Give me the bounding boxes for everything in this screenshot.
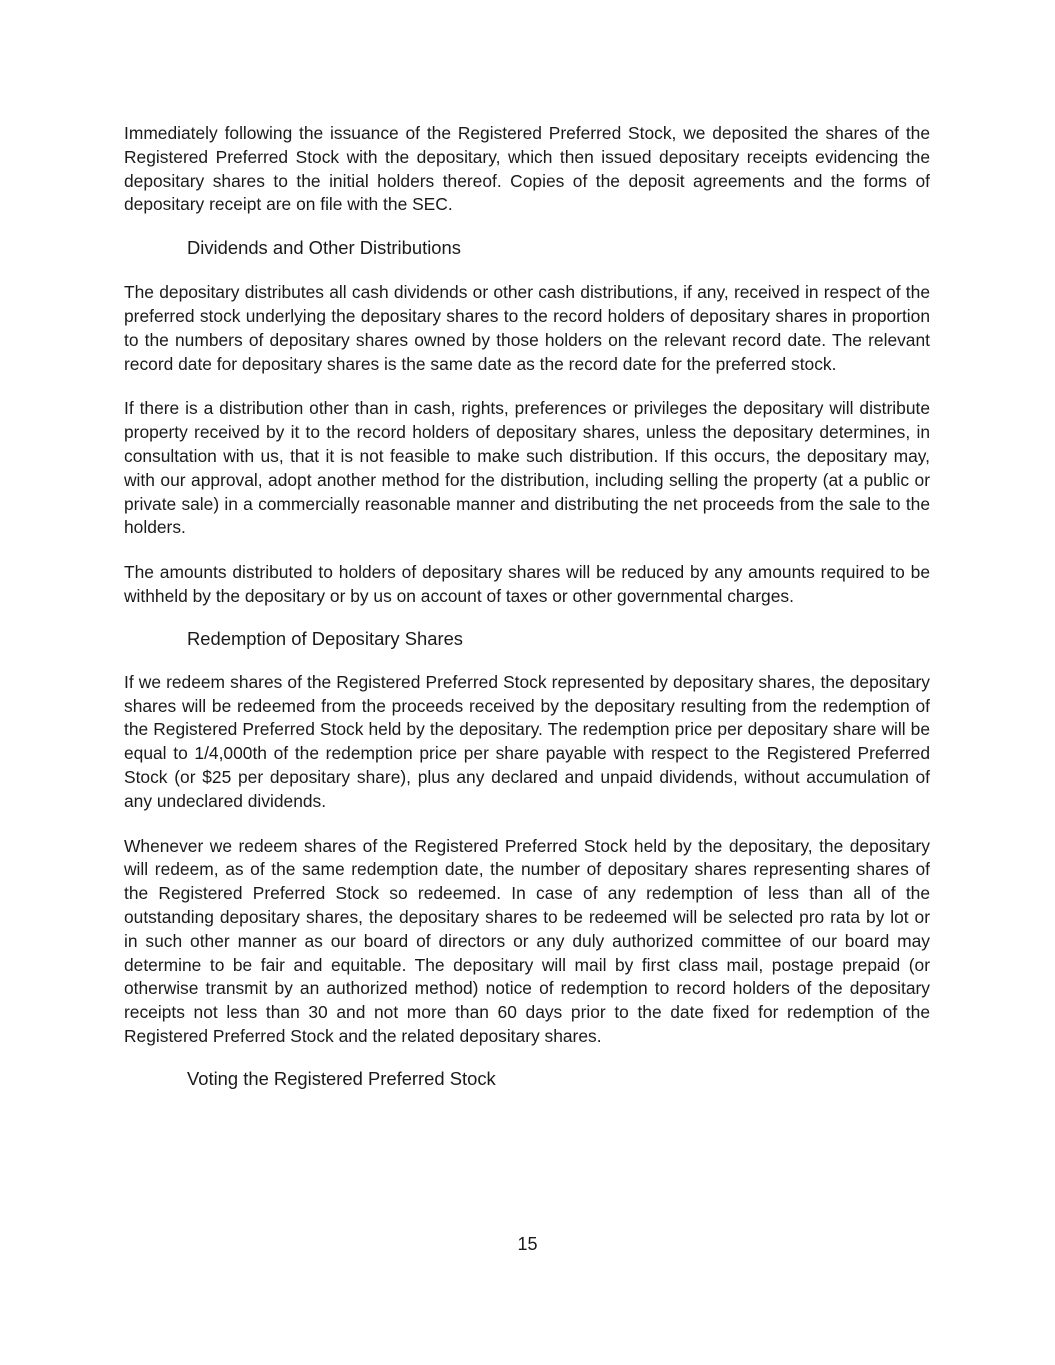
redemption-paragraph-2: Whenever we redeem shares of the Registered Preferred Stock held by the depositary, the depositary will redeem, as of the same redemption date, the number of depositary shares representing shares of the Registered Preferred Stock so redeemed. In case of any redemption of less than all of the outstanding depositary shares, the depositary shares to be redeemed will be selected pro rata by lot or in such other manner as our board of directors or any duly authorized committee of our board may determine to be fair and equitable. The depositary will mail by first class mail, postage prepaid (or otherwise transmit by an authorized method) notice of redemption to record holders of the depositary receipts not less than 30 and not more than 60 days prior to the date fixed for redemption of the Registered Preferred Stock and the related depositary shares. [124,835,930,1046]
intro-paragraph: Immediately following the issuance of the Registered Preferred Stock, we deposited the shares of the Registered Preferred Stock with the depositary, which then issued depositary receipts evidencing the depositary shares to the initial holders thereof. Copies of the deposit agreements and the forms of depositary receipt are on file with the SEC. [124,123,930,215]
section-heading-dividends: Dividends and Other Distributions [187,237,461,259]
dividends-paragraph-3: The amounts distributed to holders of depositary shares will be reduced by any amounts required to be withheld by the depositary or by us on account of taxes or other governmental charges. [124,562,930,606]
document-page [124,122,930,1091]
section-heading-voting: Voting the Registered Preferred Stock [187,1067,496,1089]
section-heading-redemption: Redemption of Depositary Shares [187,627,464,649]
dividends-paragraph-1: The depositary distributes all cash dividends or other cash distributions, if any, received in respect of the preferred stock underlying the depositary shares to the record holders of depositary shares in proportion to the numbers of depositary shares owned by those holders on the relevant record date. The relevant record date for depositary shares is the same date as the record date for the preferred stock. [124,282,930,374]
redemption-paragraph-1: If we redeem shares of the Registered Preferred Stock represented by depositary shares, the depositary shares will be redeemed from the proceeds received by the depositary resulting from the redemption of the Registered Preferred Stock held by the depositary. The redemption price per depositary share will be equal to 1/4,000th of the redemption price per share payable with respect to the Registered Preferred Stock (or $25 per depositary share), plus any declared and unpaid dividends, without accumulation of any undeclared dividends. [124,671,930,811]
dividends-paragraph-2: If there is a distribution other than in cash, rights, preferences or privileges the depositary will distribute property received by it to the record holders of depositary shares, unless the depositary determines, in consultation with us, that it is not feasible to make such distribution. If this occurs, the depositary may, with our approval, adopt another method for the distribution, including selling the property (at a public or private sale) in a commercially reasonable manner and distributing the net proceeds from the sale to the holders. [124,398,930,538]
page-number: 15 [517,1234,538,1254]
